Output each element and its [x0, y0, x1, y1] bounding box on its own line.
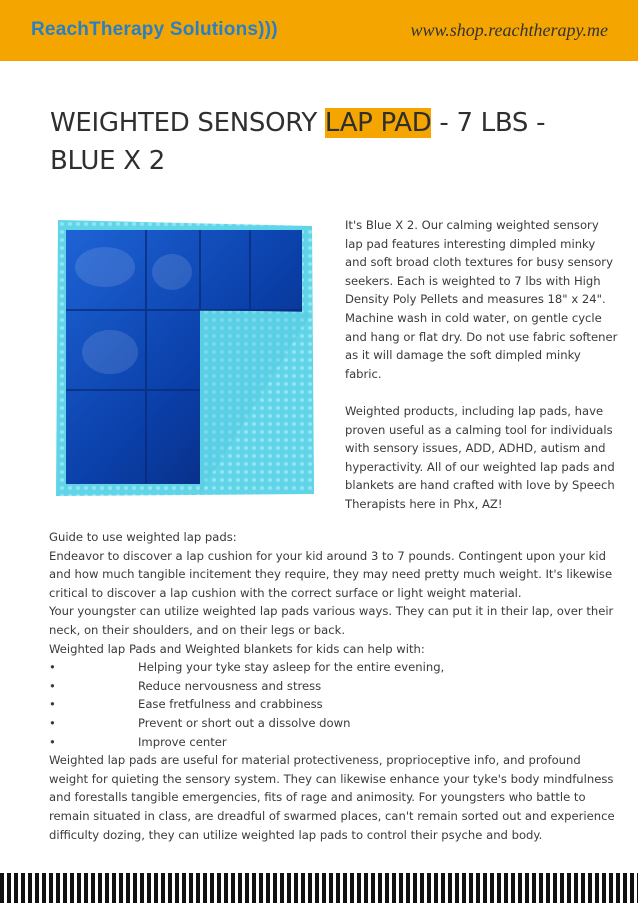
guide-line: critical to discover a lap cushion with the correct surface or light weight material. — [49, 585, 522, 600]
closing-line: and forestalls tangible emergencies, fits of rage and animosity. For youngsters who battle to — [49, 790, 586, 805]
closing-line: Weighted lap pads are useful for material protectiveness, proprioceptive info, and profound — [49, 753, 581, 768]
benefit-text: Prevent or short out a dissolve down — [138, 715, 351, 730]
closing-line: difficulty dozing, they can utilize weighted lap pads to control their psyche and body. — [49, 827, 543, 842]
benefit-list-item — [49, 695, 605, 714]
benefit-list-item — [49, 658, 605, 677]
description-paragraph-1: It's Blue X 2. Our calming weighted sensory lap pad features interesting dimpled minky and soft broad cloth textures for busy sensory seekers. Each is weighted to 7 lbs with High Density Poly Pellets and measures 18" x 24". Machine wash in cold water, on gentle cycle and hang or flat dry. Do not use fabric softener as it will damage the soft dimpled minky fabric. — [345, 218, 618, 381]
benefit-list-item — [49, 677, 605, 696]
guide-heading: Guide to use weighted lap pads: — [49, 530, 237, 544]
benefit-text: Helping your tyke stay asleep for the entire evening, — [138, 660, 445, 675]
website-link[interactable]: www.shop.reachtherapy.me — [410, 20, 608, 40]
description-paragraph-2: Weighted products, including lap pads, have proven useful as a calming tool for individuals with sensory issues, ADD, ADHD, autism and hyperactivity. All of our weighted lap pads and blankets are hand crafted with love by Speech Therapists here in Phx, AZ! — [345, 403, 615, 511]
benefit-text: Improve center — [138, 734, 227, 749]
title-part-2: - 7 LBS - BLUE X 2 — [50, 108, 546, 176]
bullet-dot: • — [49, 697, 56, 712]
page-header — [0, 0, 638, 61]
product-photo — [50, 212, 322, 502]
product-description — [345, 216, 620, 514]
benefit-text: Reduce nervousness and stress — [138, 678, 322, 693]
guide-line: Your youngster can utilize weighted lap pads various ways. They can put it in their lap, over their — [49, 604, 614, 619]
guide-line: Weighted lap Pads and Weighted blankets for kids can help with: — [49, 641, 425, 656]
guide-line: and how much tangible incitement they require, they may need pretty much weight. It's likewise — [49, 567, 613, 582]
benefit-list-item — [49, 733, 605, 752]
bullet-dot: • — [49, 734, 56, 749]
guide-line: neck, on their shoulders, and on their legs or back. — [49, 622, 346, 637]
lap-pad-image — [50, 212, 322, 502]
usage-guide — [49, 528, 615, 844]
product-title — [50, 104, 610, 180]
closing-line: remain situated in class, are dreadful of swarmed places, can't remain sorted out and experience — [49, 808, 615, 823]
closing-line: weight for quieting the sensory system. They can likewise enhance your tyke's body mindfulness — [49, 771, 614, 786]
bullet-dot: • — [49, 715, 56, 730]
striped-footer-bar — [0, 873, 638, 903]
title-part-1: WEIGHTED SENSORY — [50, 108, 325, 138]
bullet-dot: • — [49, 660, 56, 675]
bullet-dot: • — [49, 678, 56, 693]
benefit-text: Ease fretfulness and crabbiness — [138, 697, 323, 712]
benefit-list-item — [49, 714, 605, 733]
title-highlight: LAP PAD — [324, 108, 432, 138]
guide-line: Endeavor to discover a lap cushion for your kid around 3 to 7 pounds. Contingent upon your kid — [49, 548, 606, 563]
brand-logo[interactable]: ReachTherapy Solutions))) — [31, 19, 278, 40]
